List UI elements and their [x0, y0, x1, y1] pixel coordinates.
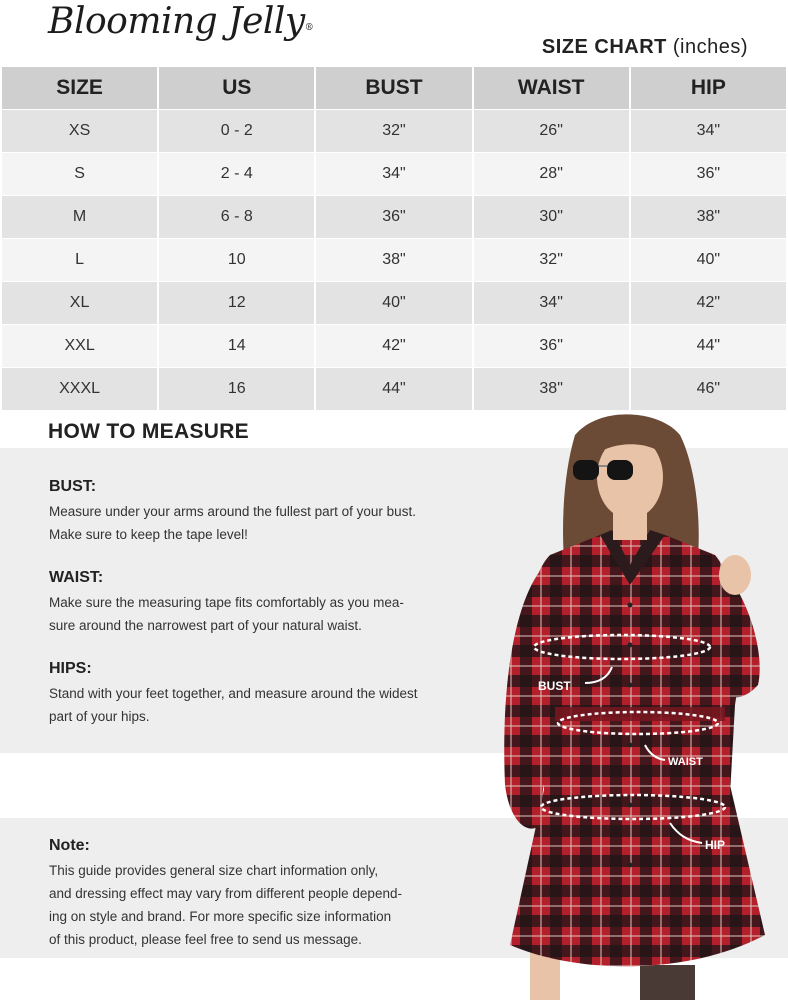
header-us: US	[159, 67, 314, 110]
brand-name: Blooming Jelly	[48, 1, 305, 42]
waist-label: WAIST:	[49, 569, 104, 586]
note-text-line: ing on style and brand. For more specific size information	[49, 909, 392, 924]
cell-hip: 36"	[631, 153, 786, 196]
note-text-line: of this product, please feel free to send us message.	[49, 932, 362, 947]
cell-hip: 34"	[631, 110, 786, 153]
hip-figure-label: HIP	[705, 838, 726, 852]
size-chart-unit: (inches)	[672, 36, 748, 58]
table-row	[2, 196, 786, 239]
cell-us: 16	[159, 368, 314, 411]
bust-label: BUST:	[49, 478, 97, 495]
dress-button	[628, 683, 633, 688]
dress-button	[628, 863, 633, 868]
sunglasses-right-lens	[607, 460, 633, 480]
cell-bust: 34"	[316, 153, 471, 196]
waist-text-line: sure around the narrowest part of your natural waist.	[49, 618, 362, 633]
cell-hip: 40"	[631, 239, 786, 282]
cell-hip: 42"	[631, 282, 786, 325]
cell-us: 6 - 8	[159, 196, 314, 239]
cell-bust: 36"	[316, 196, 471, 239]
cell-waist: 30"	[474, 196, 629, 239]
table-row	[2, 325, 786, 368]
model-figure	[490, 405, 788, 1000]
waist-instructions	[49, 569, 459, 637]
cell-bust: 42"	[316, 325, 471, 368]
bust-figure-label: BUST	[538, 679, 571, 693]
cell-waist: 36"	[474, 325, 629, 368]
table-header-row	[2, 67, 786, 110]
cell-waist: 32"	[474, 239, 629, 282]
cell-bust: 40"	[316, 282, 471, 325]
bust-instructions	[49, 478, 459, 546]
note-text	[49, 859, 459, 951]
hips-label: HIPS:	[49, 660, 92, 677]
cell-hip: 38"	[631, 196, 786, 239]
raised-hand	[719, 555, 751, 595]
header-waist: WAIST	[474, 67, 629, 110]
cell-us: 0 - 2	[159, 110, 314, 153]
size-chart-title	[542, 36, 748, 59]
dress-button	[628, 643, 633, 648]
cell-size: M	[2, 196, 157, 239]
dress-belt	[555, 707, 725, 721]
cell-us: 10	[159, 239, 314, 282]
size-chart-heading: SIZE CHART	[541, 36, 667, 58]
cell-waist: 38"	[474, 368, 629, 411]
cell-us: 12	[159, 282, 314, 325]
hips-text	[49, 682, 459, 728]
hips-text-line: Stand with your feet together, and measure around the widest	[49, 686, 418, 701]
header-bust: BUST	[316, 67, 471, 110]
dress-button	[628, 603, 633, 608]
cell-us: 2 - 4	[159, 153, 314, 196]
header-size: SIZE	[2, 67, 157, 110]
note-label: Note:	[49, 837, 90, 854]
cell-size: XXXL	[2, 368, 157, 411]
cell-bust: 32"	[316, 110, 471, 153]
bust-text-line: Measure under your arms around the fullest part of your bust.	[49, 504, 416, 519]
cell-bust: 44"	[316, 368, 471, 411]
registered-mark: ®	[304, 23, 314, 33]
dress-skirt	[510, 785, 765, 966]
note-text-line: and dressing effect may vary from different people depend-	[49, 886, 402, 901]
note-block	[49, 837, 459, 951]
right-boot	[640, 965, 695, 1000]
size-table	[0, 67, 788, 411]
bust-text	[49, 500, 459, 546]
hips-text-line: part of your hips.	[49, 709, 150, 724]
cell-hip: 44"	[631, 325, 786, 368]
cell-size: S	[2, 153, 157, 196]
table-row	[2, 239, 786, 282]
how-to-measure-title: HOW TO MEASURE	[48, 420, 249, 443]
header-hip: HIP	[631, 67, 786, 110]
waist-text-line: Make sure the measuring tape fits comfortably as you mea-	[49, 595, 404, 610]
cell-waist: 34"	[474, 282, 629, 325]
table-row	[2, 110, 786, 153]
bust-text-line: Make sure to keep the tape level!	[49, 527, 248, 542]
waist-text	[49, 591, 459, 637]
cell-size: XS	[2, 110, 157, 153]
note-text-line: This guide provides general size chart information only,	[49, 863, 379, 878]
model-illustration	[490, 405, 788, 1000]
dress-button	[628, 803, 633, 808]
cell-size: XL	[2, 282, 157, 325]
sunglasses-bridge	[599, 465, 607, 467]
cell-hip: 46"	[631, 368, 786, 411]
sunglasses-left-lens	[573, 460, 599, 480]
cell-us: 14	[159, 325, 314, 368]
table-row	[2, 153, 786, 196]
cell-waist: 26"	[474, 110, 629, 153]
waist-figure-label: WAIST	[668, 756, 703, 768]
cell-size: L	[2, 239, 157, 282]
dress-button	[628, 743, 633, 748]
cell-size: XXL	[2, 325, 157, 368]
left-sleeve	[504, 560, 550, 829]
brand-logo	[48, 0, 313, 44]
cell-bust: 38"	[316, 239, 471, 282]
hips-instructions	[49, 660, 459, 728]
cell-waist: 28"	[474, 153, 629, 196]
table-row	[2, 282, 786, 325]
